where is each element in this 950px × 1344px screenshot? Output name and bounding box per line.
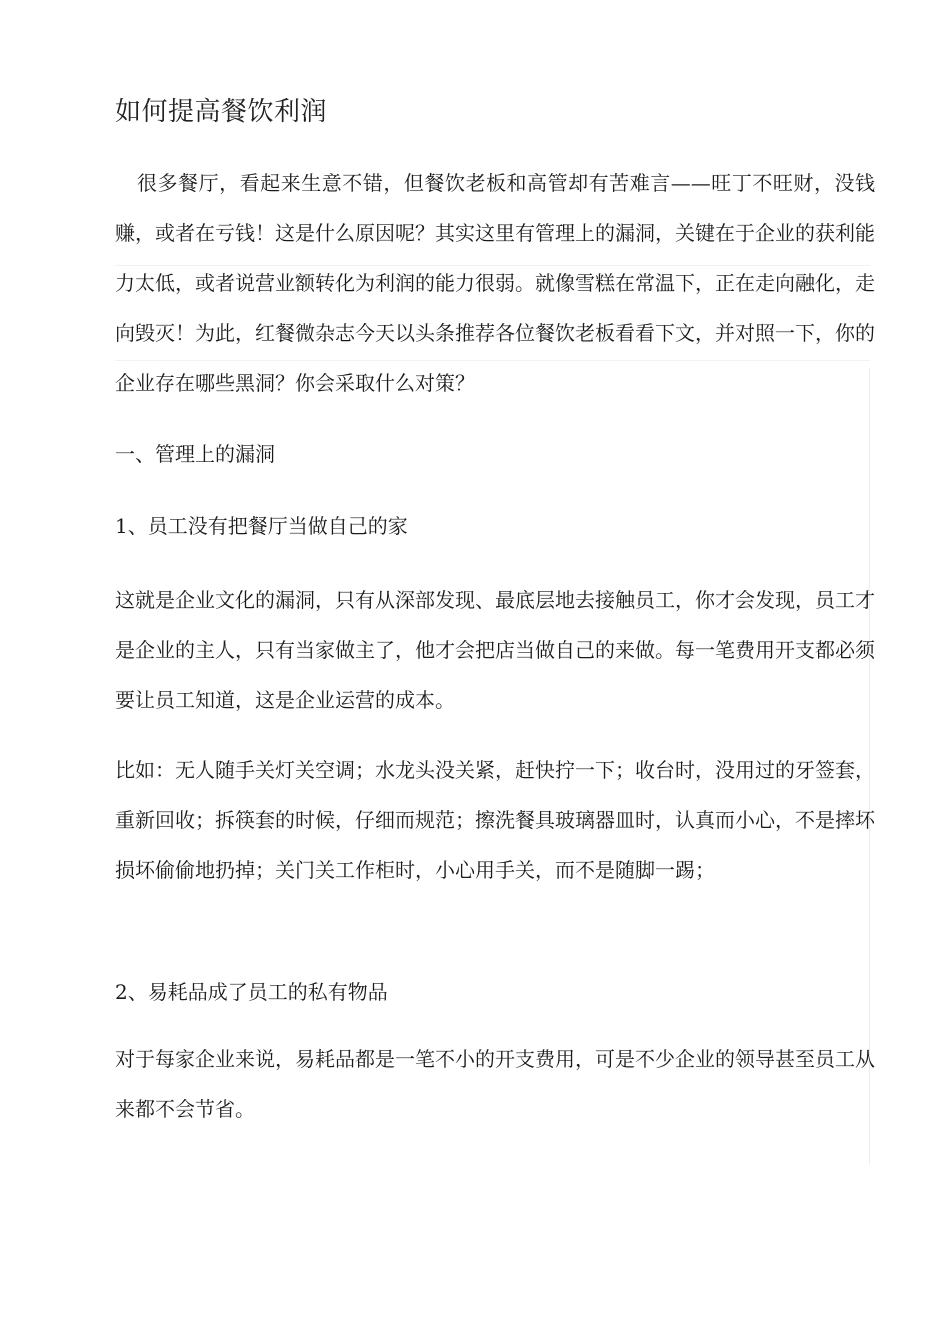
intro-paragraph: 很多餐厅，看起来生意不错，但餐饮老板和高管却有苦难言——旺丁不旺财，没钱赚，或者在亏钱！这是什么原因呢？其实这里有管理上的漏洞，关键在于企业的获利能力太低，或者说营业额转化为利润的能力很弱。就像雪糕在常温下，正在走向融化，走向毁灭！为此，红餐微杂志今天以头条推荐各位餐饮老板看看下文，并对照一下，你的企业存在哪些黑洞？你会采取什么对策？: [115, 171, 875, 395]
item-heading-consumables: 2、易耗品成了员工的私有物品: [115, 980, 388, 1004]
document-title: 如何提高餐饮利润: [115, 97, 328, 127]
item-1-paragraph-2: 比如：无人随手关灯关空调；水龙头没关紧，赶快拧一下；收台时，没用过的牙签套，重新回收；拆筷套的时候，仔细而规范；擦洗餐具玻璃器皿时，认真而小心，不是摔坏损坏偷偷地扔掉；关门关工作柜时，小心用手关，而不是随脚一踢；: [115, 758, 875, 882]
item-1-paragraph-1: 这就是企业文化的漏洞，只有从深部发现、最底层地去接触员工，你才会发现，员工才是企业的主人，只有当家做主了，他才会把店当做自己的来做。每一笔费用开支都必须要让员工知道，这是企业运营的成本。: [115, 588, 875, 712]
item-2-paragraph-1: 对于每家企业来说，易耗品都是一笔不小的开支费用，可是不少企业的领导甚至员工从来都不会节省。: [115, 1047, 875, 1121]
section-heading-management-loopholes: 一、管理上的漏洞: [115, 442, 275, 466]
item-heading-employees-home: 1、员工没有把餐厅当做自己的家: [115, 514, 408, 538]
